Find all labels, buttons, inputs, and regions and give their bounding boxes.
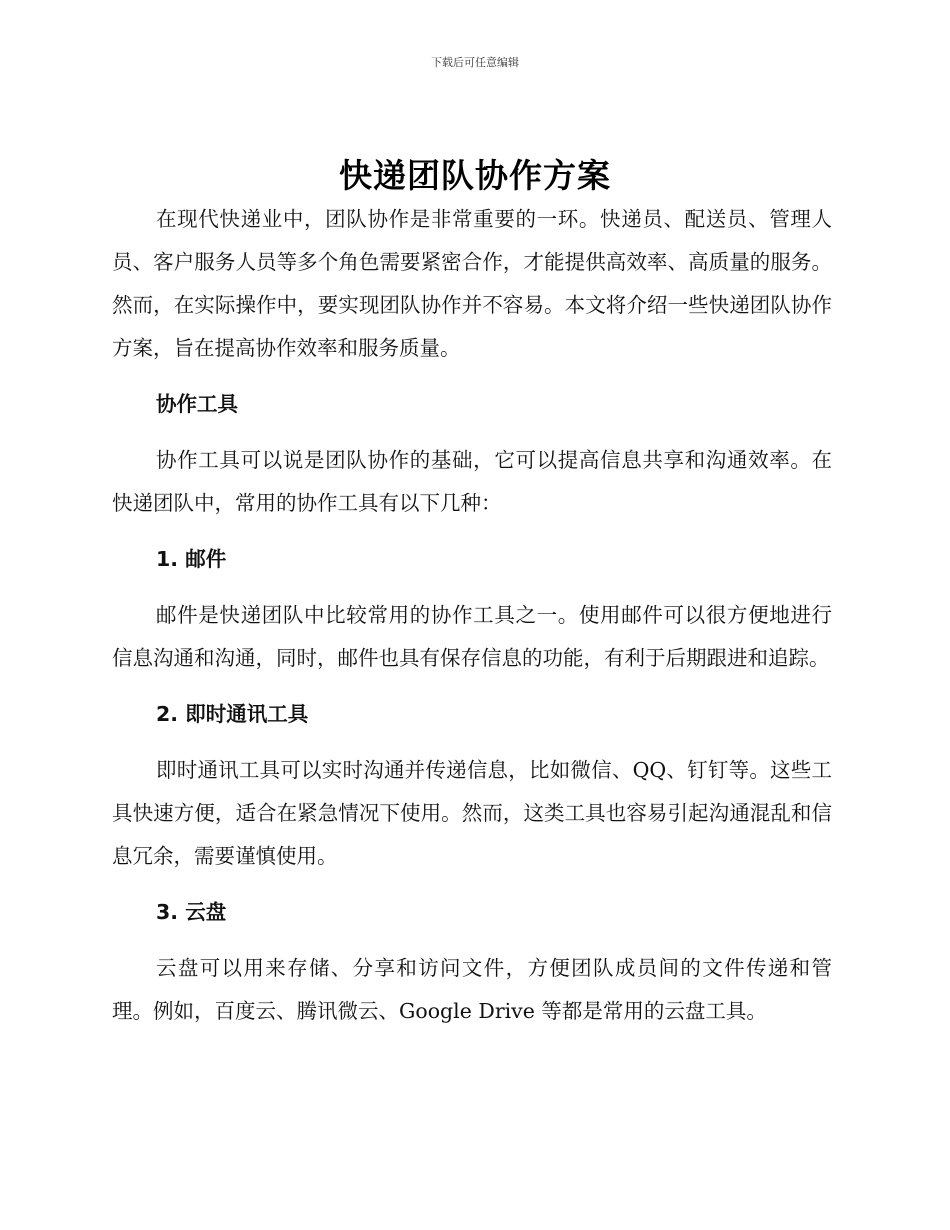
- intro-paragraph: 在现代快递业中，团队协作是非常重要的一环。快递员、配送员、管理人员、客户服务人员等多个角色需要紧密合作，才能提供高效率、高质量的服务。然而，在实际操作中，要实现团队协作并不容易。本文将介绍一些快递团队协作方案，旨在提高协作效率和服务质量。: [112, 207, 832, 360]
- section-heading-tools: 协作工具: [156, 392, 238, 416]
- section-heading-cloud-drive: 3. 云盘: [156, 900, 227, 924]
- section-heading-email: 1. 邮件: [156, 547, 227, 571]
- document-title: 快递团队协作方案: [339, 156, 611, 195]
- header-note: 下载后可任意编辑: [431, 56, 519, 69]
- cloud-drive-paragraph: 云盘可以用来存储、分享和访问文件，方便团队成员间的文件传递和管理。例如，百度云、腾讯微云、Google Drive 等都是常用的云盘工具。: [112, 956, 832, 1023]
- instant-messaging-paragraph: 即时通讯工具可以实时沟通并传递信息，比如微信、QQ、钉钉等。这些工具快速方便，适合在紧急情况下使用。然而，这类工具也容易引起沟通混乱和信息冗余，需要谨慎使用。: [112, 758, 832, 868]
- section-heading-instant-messaging: 2. 即时通讯工具: [156, 702, 309, 726]
- email-paragraph: 邮件是快递团队中比较常用的协作工具之一。使用邮件可以很方便地进行信息沟通和沟通，同时，邮件也具有保存信息的功能，有利于后期跟进和追踪。: [112, 603, 832, 670]
- document-body: [112, 198, 832, 1033]
- tools-intro-paragraph: 协作工具可以说是团队协作的基础，它可以提高信息共享和沟通效率。在快递团队中，常用的协作工具有以下几种：: [112, 448, 832, 515]
